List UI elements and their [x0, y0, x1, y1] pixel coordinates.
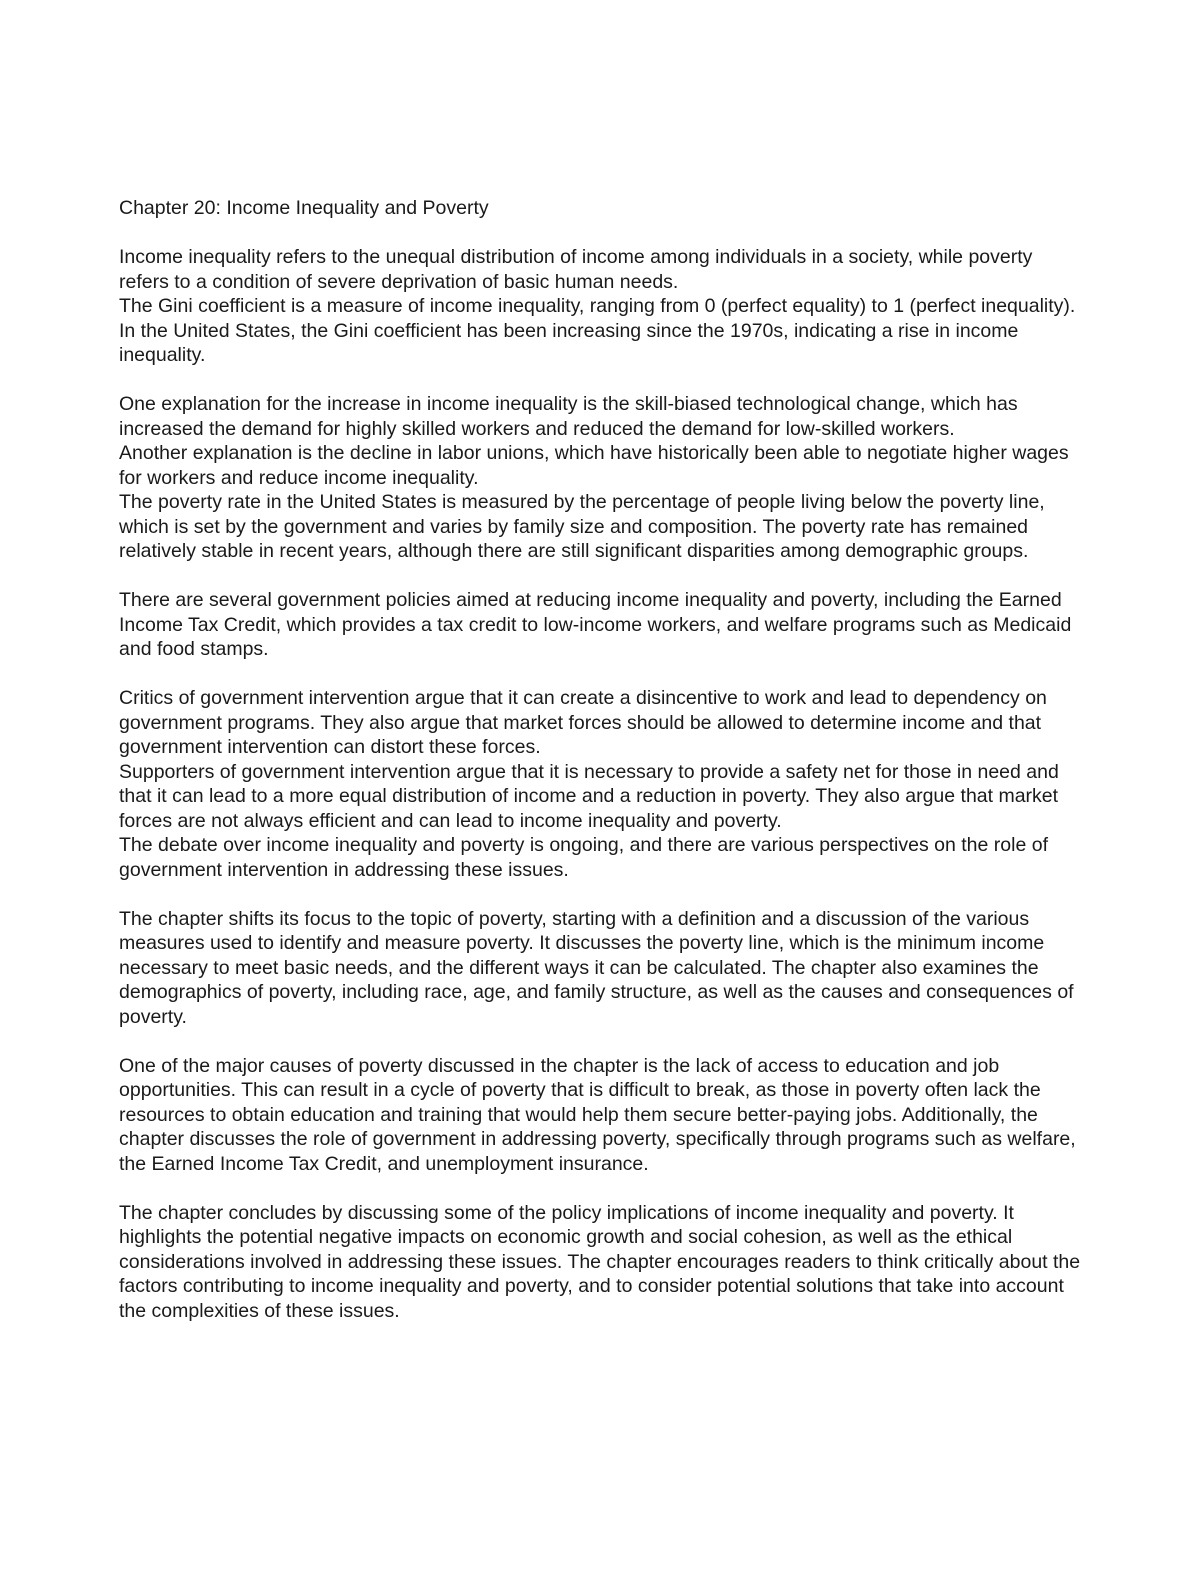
paragraph: One explanation for the increase in income inequality is the skill-biased technological change, which has increased the demand for highly skilled workers and reduced the demand for low-skilled workers. [119, 393, 1018, 440]
paragraph: There are several government policies aimed at reducing income inequality and poverty, including the Earned Income Tax Credit, which provides a tax credit to low-income workers, and welfare programs such as Medicaid and food stamps. [119, 589, 1072, 660]
paragraph: The chapter concludes by discussing some of the policy implications of income inequality and poverty. It highlights the potential negative impacts on economic growth and social cohesion, as well as the ethical considerations involved in addressing these issues. The chapter encourages readers to think critically about the factors contributing to income inequality and poverty, and to consider potential solutions that take into account the complexities of these issues. [119, 1201, 1081, 1322]
paragraph: Supporters of government intervention argue that it is necessary to provide a safety net for those in need and that it can lead to a more equal distribution of income and a reduction in poverty. They also argue that market forces are not always efficient and can lead to income inequality and poverty. [119, 760, 1059, 832]
paragraph: The Gini coefficient is a measure of income inequality, ranging from 0 (perfect equality) to 1 (perfect inequality). In the United States, the Gini coefficient has been increasing since the 1970s, indicating a rise in income inequality. [119, 295, 1076, 366]
paragraph-spacer [119, 564, 1081, 589]
paragraph-spacer [119, 882, 1081, 907]
page-title: Chapter 20: Income Inequality and Poverty [119, 197, 489, 219]
paragraph: The poverty rate in the United States is measured by the percentage of people living below the poverty line, which is set by the government and varies by family size and composition. The poverty rate has remained relatively stable in recent years, although there are still significant disparities among demographic groups. [119, 491, 1045, 562]
paragraph: The debate over income inequality and poverty is ongoing, and there are various perspectives on the role of government intervention in addressing these issues. [119, 834, 1048, 881]
paragraph-spacer [119, 662, 1081, 687]
paragraph: Another explanation is the decline in labor unions, which have historically been able to negotiate higher wages for workers and reduce income inequality. [119, 442, 1069, 489]
paragraph-spacer [119, 368, 1081, 393]
paragraph: The chapter shifts its focus to the topic of poverty, starting with a definition and a discussion of the various measures used to identify and measure poverty. It discusses the poverty line, which is the minimum income necessary to meet basic needs, and the different ways it can be calculated. The chapter also examines the demographics of poverty, including race, age, and family structure, as well as the causes and consequences of poverty. [119, 907, 1074, 1028]
document-body [119, 196, 1081, 1323]
paragraph-spacer [119, 1176, 1081, 1201]
paragraph: One of the major causes of poverty discussed in the chapter is the lack of access to education and job opportunities. This can result in a cycle of poverty that is difficult to break, as those in poverty often lack the resources to obtain education and training that would help them secure better-paying jobs. Additionally, the chapter discusses the role of government in addressing poverty, specifically through programs such as welfare, the Earned Income Tax Credit, and unemployment insurance. [119, 1054, 1076, 1175]
paragraph: Income inequality refers to the unequal distribution of income among individuals in a society, while poverty refers to a condition of severe deprivation of basic human needs. [119, 246, 1033, 293]
paragraph: Critics of government intervention argue that it can create a disincentive to work and lead to dependency on government programs. They also argue that market forces should be allowed to determine income and that government intervention can distort these forces. [119, 687, 1047, 758]
paragraph-spacer [119, 1029, 1081, 1054]
